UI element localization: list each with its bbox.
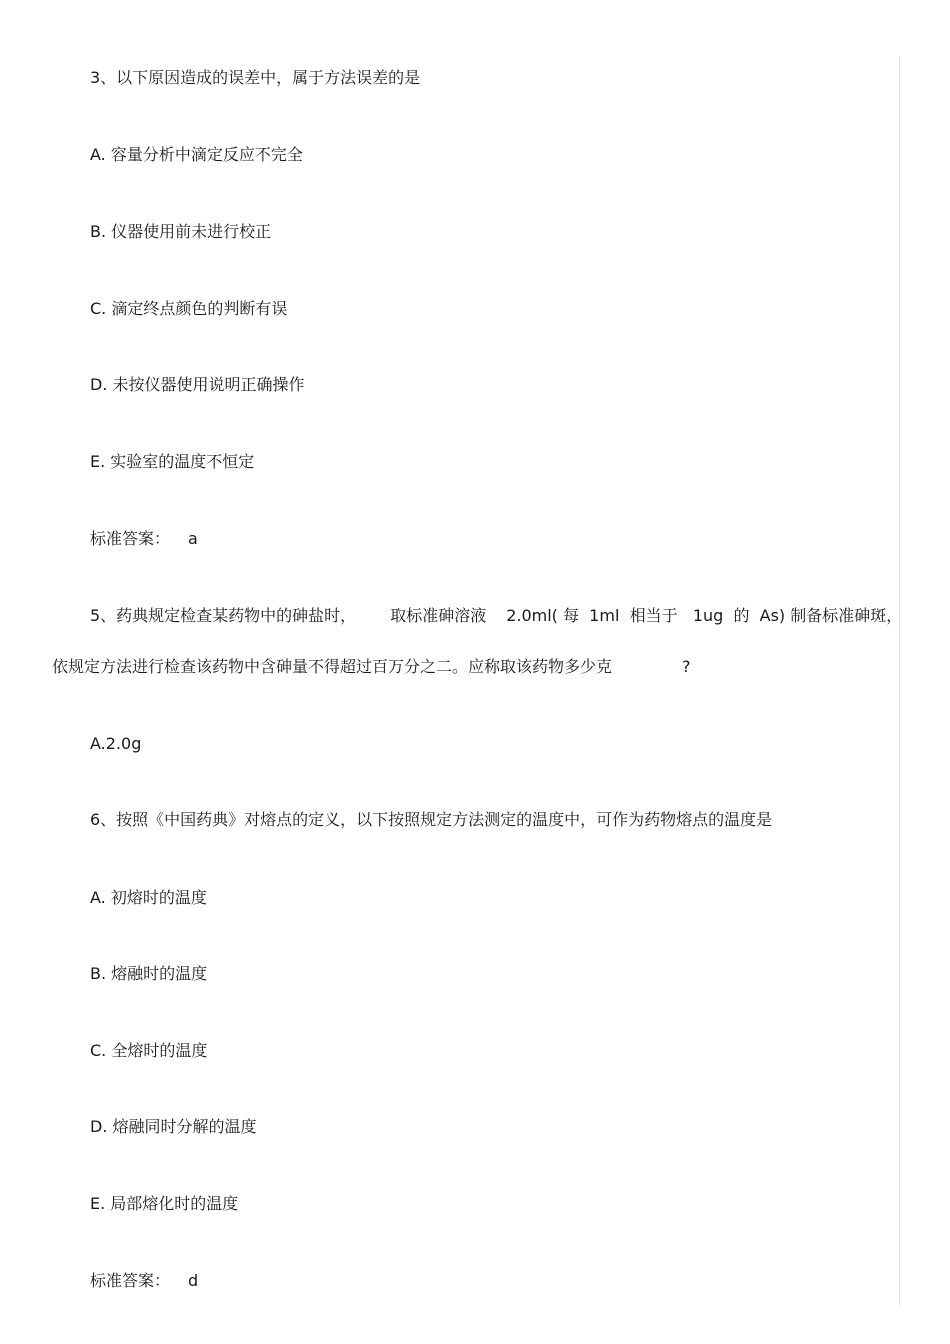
- question-5-stem-line-1: [90, 606, 902, 626]
- answer-label: 标准答案：: [90, 1271, 171, 1290]
- question-6-option-d: D. 熔融同时分解的温度: [90, 1117, 257, 1136]
- question-6-option-c: C. 全熔时的温度: [90, 1041, 208, 1060]
- question-3-answer-row: [90, 529, 198, 549]
- question-5-stem-part-d: 依规定方法进行检查该药物中含砷量不得超过百万分之二。应称取该药物多少克: [52, 657, 613, 676]
- question-3-option-d: D. 未按仪器使用说明正确操作: [90, 375, 305, 394]
- page-edge-rule: [899, 56, 900, 1306]
- question-6-option-b: B. 熔融时的温度: [90, 964, 208, 983]
- question-6-option-a: A. 初熔时的温度: [90, 888, 207, 907]
- question-5-stem-part-a: 5、药典规定检查某药物中的砷盐时，: [90, 606, 357, 625]
- question-3-option-c: C. 滴定终点颜色的判断有误: [90, 299, 288, 318]
- question-5-stem-part-c: 2.0ml( 每 1ml 相当于 1ug 的 As) 制备标准砷斑，: [506, 606, 903, 625]
- question-6-answer-row: [90, 1271, 198, 1291]
- answer-label: 标准答案：: [90, 529, 171, 548]
- question-3-stem: 3、以下原因造成的误差中，属于方法误差的是: [90, 68, 421, 87]
- question-3-option-a: A. 容量分析中滴定反应不完全: [90, 145, 303, 164]
- question-6-stem: 6、按照《中国药典》对熔点的定义，以下按照规定方法测定的温度中，可作为药物熔点的温度是: [90, 810, 773, 829]
- question-3-option-b: B. 仪器使用前未进行校正: [90, 222, 272, 241]
- answer-value: a: [188, 529, 198, 548]
- question-5-question-mark: ?: [682, 657, 691, 676]
- question-5-stem-line-2: [52, 657, 691, 677]
- question-3-option-e: E. 实验室的温度不恒定: [90, 452, 255, 471]
- answer-value: d: [188, 1271, 199, 1290]
- question-5-stem-part-b: 取标准砷溶液: [390, 606, 487, 625]
- question-5-option-a: A.2.0g: [90, 734, 142, 753]
- question-6-option-e: E. 局部熔化时的温度: [90, 1194, 239, 1213]
